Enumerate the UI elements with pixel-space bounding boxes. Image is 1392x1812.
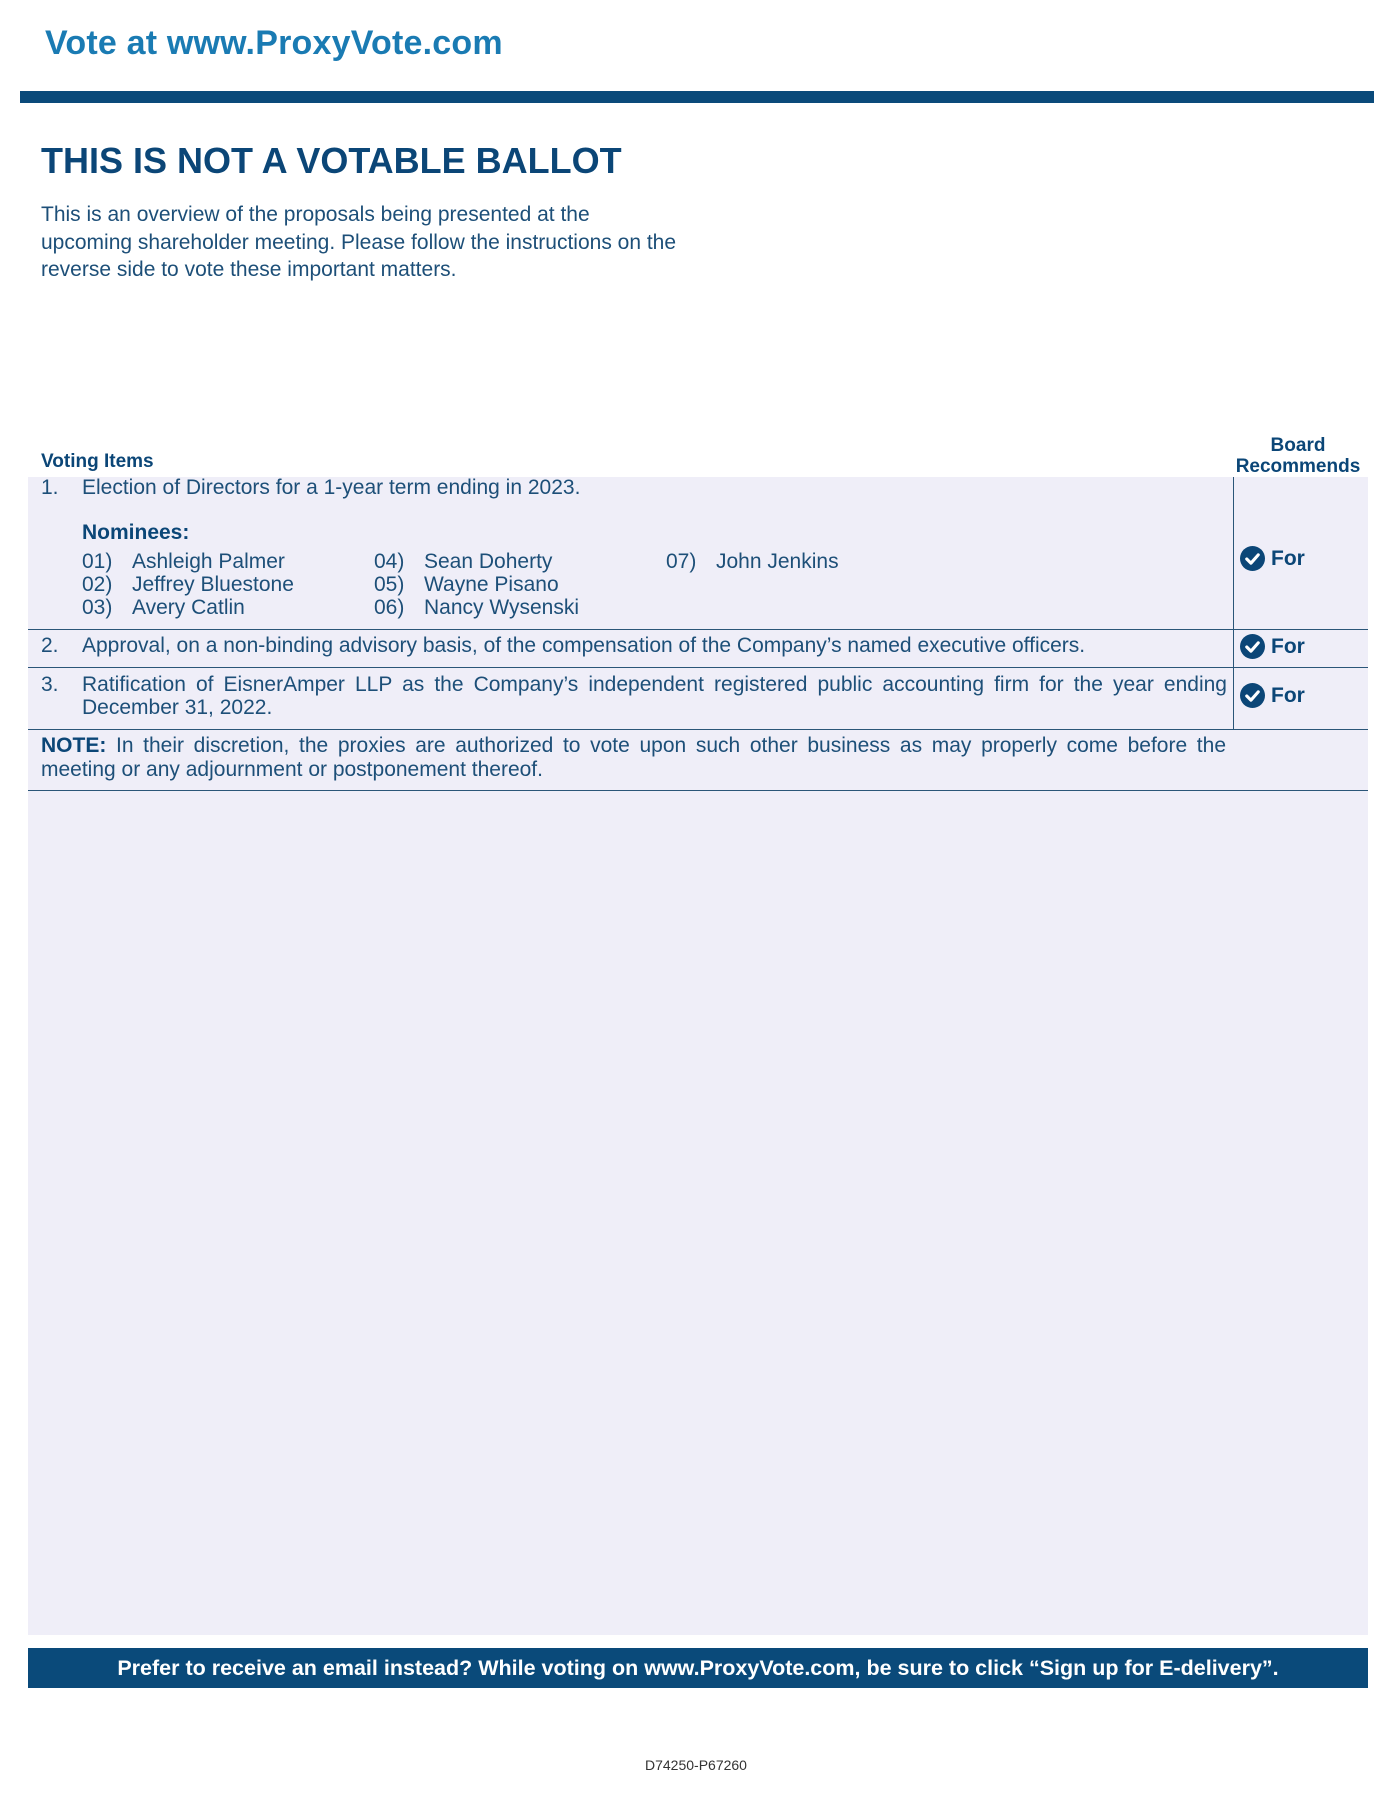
header-rule bbox=[20, 91, 1374, 103]
item-1-recommendation bbox=[1240, 546, 1305, 571]
e-delivery-text: Prefer to receive an email instead? While voting on www.ProxyVote.com, be sure to click “Sign up for E-delivery”. bbox=[117, 1655, 1279, 1680]
item-3-number: 3. bbox=[41, 673, 59, 696]
nominee-number: 05) bbox=[374, 573, 405, 596]
nominee-06 bbox=[374, 596, 579, 620]
nominee-number: 07) bbox=[666, 550, 697, 573]
item-3-text: Ratification of EisnerAmper LLP as the Company’s independent registered public accounting firm for the year ending December 31, 2022. bbox=[82, 673, 1227, 719]
row-divider bbox=[28, 629, 1368, 630]
nominee-07 bbox=[666, 550, 839, 574]
nominee-name: John Jenkins bbox=[716, 550, 839, 573]
nominee-name: Sean Doherty bbox=[424, 550, 553, 573]
nominee-name: Jeffrey Bluestone bbox=[132, 573, 294, 596]
board-recommends-header bbox=[1228, 435, 1368, 477]
item-2-text: Approval, on a non-binding advisory basis, of the compensation of the Company’s named executive officers. bbox=[82, 634, 1086, 657]
row-divider bbox=[28, 729, 1368, 730]
e-delivery-banner bbox=[28, 1648, 1368, 1688]
recommendation-label: For bbox=[1271, 546, 1305, 570]
nominee-number: 02) bbox=[82, 573, 113, 596]
recommendation-label: For bbox=[1271, 634, 1305, 658]
nominee-name: Wayne Pisano bbox=[424, 573, 559, 596]
recommendation-label: For bbox=[1271, 683, 1305, 707]
nominee-number: 06) bbox=[374, 596, 405, 619]
nominee-name: Avery Catlin bbox=[132, 596, 245, 619]
nominee-number: 03) bbox=[82, 596, 113, 619]
nominee-01 bbox=[82, 550, 285, 574]
ballot-heading: THIS IS NOT A VOTABLE BALLOT bbox=[41, 140, 622, 181]
item-2-recommendation bbox=[1240, 634, 1305, 659]
intro-text: This is an overview of the proposals being presented at the upcoming shareholder meeting. Please follow the instructions on the reverse side to vote these important matters. bbox=[41, 203, 677, 281]
document-code: D74250-P67260 bbox=[645, 1757, 747, 1773]
note-text: In their discretion, the proxies are authorized to vote upon such other business as may properly come before the meeting or any adjournment or postponement thereof. bbox=[41, 734, 1226, 781]
voting-items-header: Voting Items bbox=[41, 451, 154, 472]
header-title[interactable]: Vote at www.ProxyVote.com bbox=[45, 24, 503, 62]
row-divider bbox=[28, 667, 1368, 668]
column-divider bbox=[1233, 477, 1234, 730]
item-2-number: 2. bbox=[41, 634, 59, 657]
nominee-02 bbox=[82, 573, 294, 597]
nominee-name: Ashleigh Palmer bbox=[132, 550, 285, 573]
nominee-number: 01) bbox=[82, 550, 113, 573]
item-1-number: 1. bbox=[41, 476, 59, 499]
board-recommends-line1: Board bbox=[1270, 435, 1326, 456]
nominee-05 bbox=[374, 573, 559, 597]
note bbox=[41, 734, 1226, 782]
item-1-text: Election of Directors for a 1-year term ending in 2023. bbox=[82, 476, 581, 499]
board-recommends-line2: Recommends bbox=[1235, 456, 1361, 477]
check-circle-icon bbox=[1240, 546, 1265, 571]
check-circle-icon bbox=[1240, 634, 1265, 659]
nominee-name: Nancy Wysenski bbox=[424, 596, 580, 619]
check-circle-icon bbox=[1240, 683, 1265, 708]
nominee-03 bbox=[82, 596, 245, 620]
nominees-label: Nominees: bbox=[82, 521, 190, 544]
nominee-number: 04) bbox=[374, 550, 405, 573]
nominee-04 bbox=[374, 550, 552, 574]
note-label: NOTE: bbox=[41, 734, 107, 757]
row-divider bbox=[28, 790, 1368, 791]
item-3-recommendation bbox=[1240, 683, 1305, 708]
